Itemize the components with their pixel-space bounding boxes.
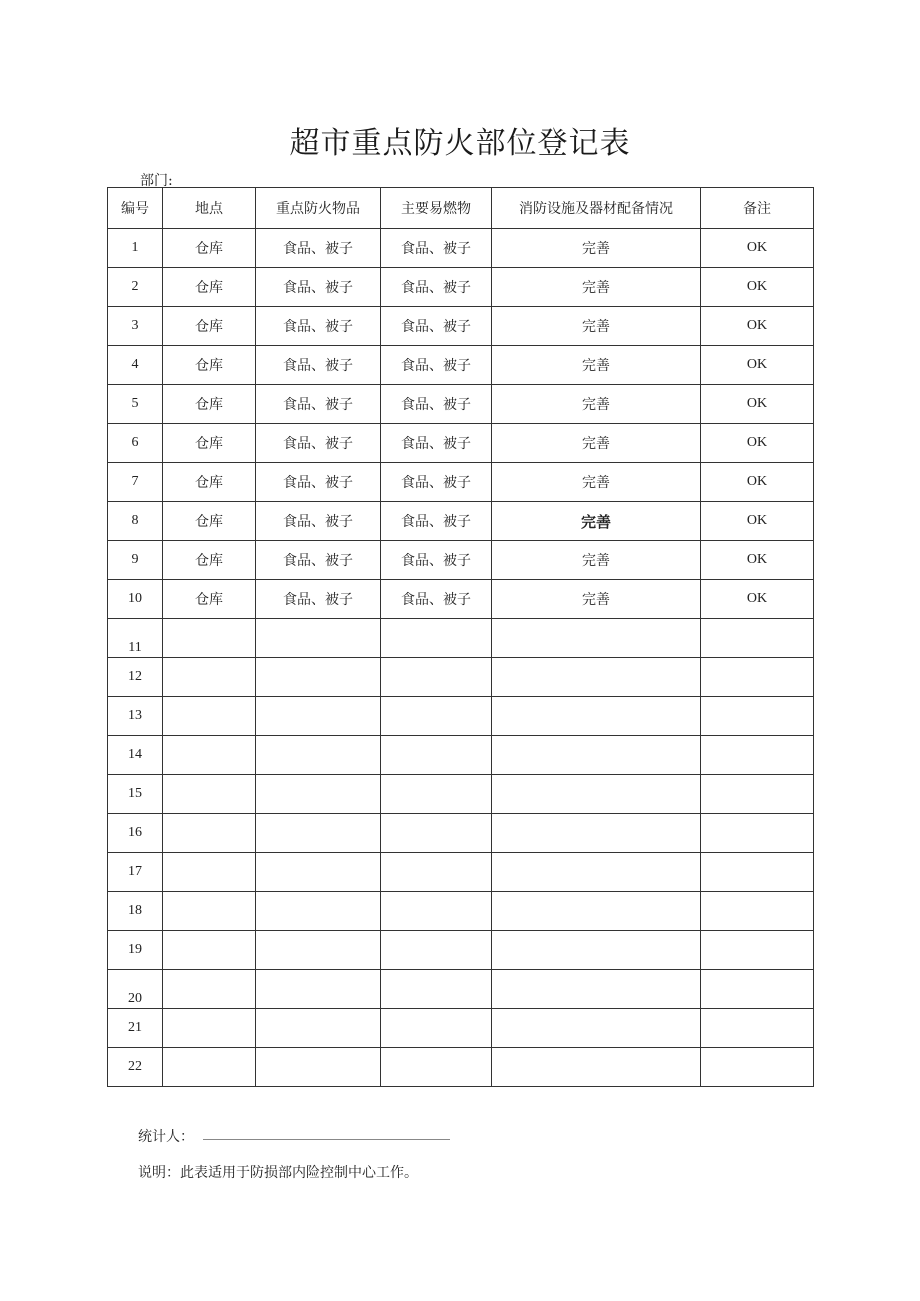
row-facilities: 完善 (492, 424, 701, 463)
row-flammables: 食品、被子 (381, 307, 492, 346)
row-facilities: 完善 (492, 541, 701, 580)
row-facilities (492, 892, 701, 931)
row-facilities (492, 1009, 701, 1048)
row-number: 22 (108, 1048, 163, 1087)
header-facilities: 消防设施及器材配备情况 (492, 188, 701, 229)
table-row (108, 931, 814, 970)
row-flammables: 食品、被子 (381, 346, 492, 385)
row-remark (701, 853, 814, 892)
row-location: 仓库 (163, 424, 256, 463)
row-flammables (381, 697, 492, 736)
row-key-items: 食品、被子 (256, 463, 381, 502)
header-key-items: 重点防火物品 (256, 188, 381, 229)
row-key-items: 食品、被子 (256, 307, 381, 346)
row-location (163, 736, 256, 775)
row-location (163, 697, 256, 736)
row-remark: OK (701, 385, 814, 424)
row-key-items: 食品、被子 (256, 346, 381, 385)
row-facilities: 完善 (492, 307, 701, 346)
table-row (108, 541, 814, 580)
row-number: 4 (108, 346, 163, 385)
row-flammables: 食品、被子 (381, 424, 492, 463)
row-key-items: 食品、被子 (256, 502, 381, 541)
row-key-items (256, 931, 381, 970)
row-flammables: 食品、被子 (381, 502, 492, 541)
row-flammables: 食品、被子 (381, 580, 492, 619)
row-number: 21 (108, 1009, 163, 1048)
row-key-items (256, 1048, 381, 1087)
table-row (108, 502, 814, 541)
table-row (108, 580, 814, 619)
row-remark (701, 658, 814, 697)
row-number: 15 (108, 775, 163, 814)
stats-person-signature-line[interactable] (203, 1139, 450, 1140)
row-facilities: 完善 (492, 502, 701, 541)
row-key-items: 食品、被子 (256, 424, 381, 463)
row-facilities (492, 736, 701, 775)
department-label: 部门: (140, 173, 173, 189)
row-key-items: 食品、被子 (256, 385, 381, 424)
row-location: 仓库 (163, 580, 256, 619)
row-key-items (256, 814, 381, 853)
row-number: 7 (108, 463, 163, 502)
row-flammables: 食品、被子 (381, 229, 492, 268)
row-flammables (381, 1009, 492, 1048)
header-remark: 备注 (701, 188, 814, 229)
row-location (163, 970, 256, 1009)
row-location: 仓库 (163, 541, 256, 580)
row-flammables (381, 775, 492, 814)
table-row (108, 736, 814, 775)
row-key-items: 食品、被子 (256, 580, 381, 619)
row-location (163, 892, 256, 931)
row-facilities (492, 814, 701, 853)
table-row (108, 697, 814, 736)
row-remark (701, 892, 814, 931)
row-number: 18 (108, 892, 163, 931)
header-flammables: 主要易燃物 (381, 188, 492, 229)
row-key-items (256, 697, 381, 736)
row-key-items (256, 658, 381, 697)
usage-note: 说明：此表适用于防损部内险控制中心工作。 (138, 1165, 418, 1181)
table-row (108, 892, 814, 931)
row-facilities: 完善 (492, 463, 701, 502)
row-remark (701, 697, 814, 736)
row-number: 9 (108, 541, 163, 580)
row-location: 仓库 (163, 385, 256, 424)
row-number: 17 (108, 853, 163, 892)
row-remark (701, 814, 814, 853)
row-location: 仓库 (163, 229, 256, 268)
table-header-row (108, 188, 814, 229)
table-row (108, 970, 814, 1009)
row-remark (701, 736, 814, 775)
table-row (108, 658, 814, 697)
row-location (163, 775, 256, 814)
row-facilities (492, 775, 701, 814)
row-remark (701, 775, 814, 814)
row-location (163, 658, 256, 697)
row-location (163, 931, 256, 970)
row-facilities: 完善 (492, 346, 701, 385)
row-facilities (492, 931, 701, 970)
row-flammables: 食品、被子 (381, 385, 492, 424)
header-location: 地点 (163, 188, 256, 229)
stats-person-label: 统计人： (138, 1129, 194, 1145)
row-key-items (256, 619, 381, 658)
row-flammables (381, 736, 492, 775)
row-flammables (381, 931, 492, 970)
row-facilities (492, 697, 701, 736)
table-row (108, 268, 814, 307)
row-flammables (381, 853, 492, 892)
table-row (108, 619, 814, 658)
row-facilities (492, 619, 701, 658)
row-flammables (381, 892, 492, 931)
row-facilities (492, 853, 701, 892)
row-number: 1 (108, 229, 163, 268)
row-remark (701, 931, 814, 970)
row-number: 3 (108, 307, 163, 346)
row-number: 13 (108, 697, 163, 736)
table-row (108, 1048, 814, 1087)
row-number: 10 (108, 580, 163, 619)
row-remark: OK (701, 541, 814, 580)
row-remark: OK (701, 502, 814, 541)
row-number: 11 (108, 619, 163, 658)
row-location (163, 619, 256, 658)
row-number: 12 (108, 658, 163, 697)
row-remark: OK (701, 268, 814, 307)
row-number: 2 (108, 268, 163, 307)
row-key-items: 食品、被子 (256, 268, 381, 307)
row-facilities: 完善 (492, 268, 701, 307)
row-location: 仓库 (163, 268, 256, 307)
table-row (108, 853, 814, 892)
row-remark (701, 1009, 814, 1048)
row-key-items (256, 892, 381, 931)
form-title: 超市重点防火部位登记表 (289, 126, 631, 161)
row-location: 仓库 (163, 502, 256, 541)
row-remark: OK (701, 229, 814, 268)
table-row (108, 775, 814, 814)
row-remark: OK (701, 346, 814, 385)
header-number: 编号 (108, 188, 163, 229)
row-remark (701, 970, 814, 1009)
table-row (108, 307, 814, 346)
row-flammables (381, 658, 492, 697)
row-number: 8 (108, 502, 163, 541)
row-flammables: 食品、被子 (381, 463, 492, 502)
row-number: 6 (108, 424, 163, 463)
row-location: 仓库 (163, 307, 256, 346)
row-remark: OK (701, 580, 814, 619)
row-location (163, 1048, 256, 1087)
row-key-items (256, 1009, 381, 1048)
row-key-items (256, 775, 381, 814)
row-facilities: 完善 (492, 580, 701, 619)
row-flammables: 食品、被子 (381, 268, 492, 307)
row-remark: OK (701, 307, 814, 346)
row-location (163, 814, 256, 853)
row-number: 20 (108, 970, 163, 1009)
table-row (108, 346, 814, 385)
table-row (108, 1009, 814, 1048)
row-flammables (381, 1048, 492, 1087)
row-location (163, 853, 256, 892)
row-key-items (256, 853, 381, 892)
table-row (108, 385, 814, 424)
row-flammables (381, 619, 492, 658)
row-facilities: 完善 (492, 385, 701, 424)
row-location: 仓库 (163, 463, 256, 502)
row-remark (701, 619, 814, 658)
row-facilities (492, 1048, 701, 1087)
table-row (108, 424, 814, 463)
row-flammables: 食品、被子 (381, 541, 492, 580)
row-key-items (256, 970, 381, 1009)
row-remark: OK (701, 463, 814, 502)
row-remark: OK (701, 424, 814, 463)
row-remark (701, 1048, 814, 1087)
row-flammables (381, 970, 492, 1009)
row-number: 14 (108, 736, 163, 775)
row-location (163, 1009, 256, 1048)
row-key-items: 食品、被子 (256, 541, 381, 580)
row-location: 仓库 (163, 346, 256, 385)
row-number: 5 (108, 385, 163, 424)
row-facilities (492, 658, 701, 697)
row-key-items: 食品、被子 (256, 229, 381, 268)
row-facilities (492, 970, 701, 1009)
row-facilities: 完善 (492, 229, 701, 268)
row-key-items (256, 736, 381, 775)
row-flammables (381, 814, 492, 853)
fire-point-register-table (107, 187, 814, 1087)
table-row (108, 463, 814, 502)
row-number: 16 (108, 814, 163, 853)
table-row (108, 229, 814, 268)
table-row (108, 814, 814, 853)
row-number: 19 (108, 931, 163, 970)
